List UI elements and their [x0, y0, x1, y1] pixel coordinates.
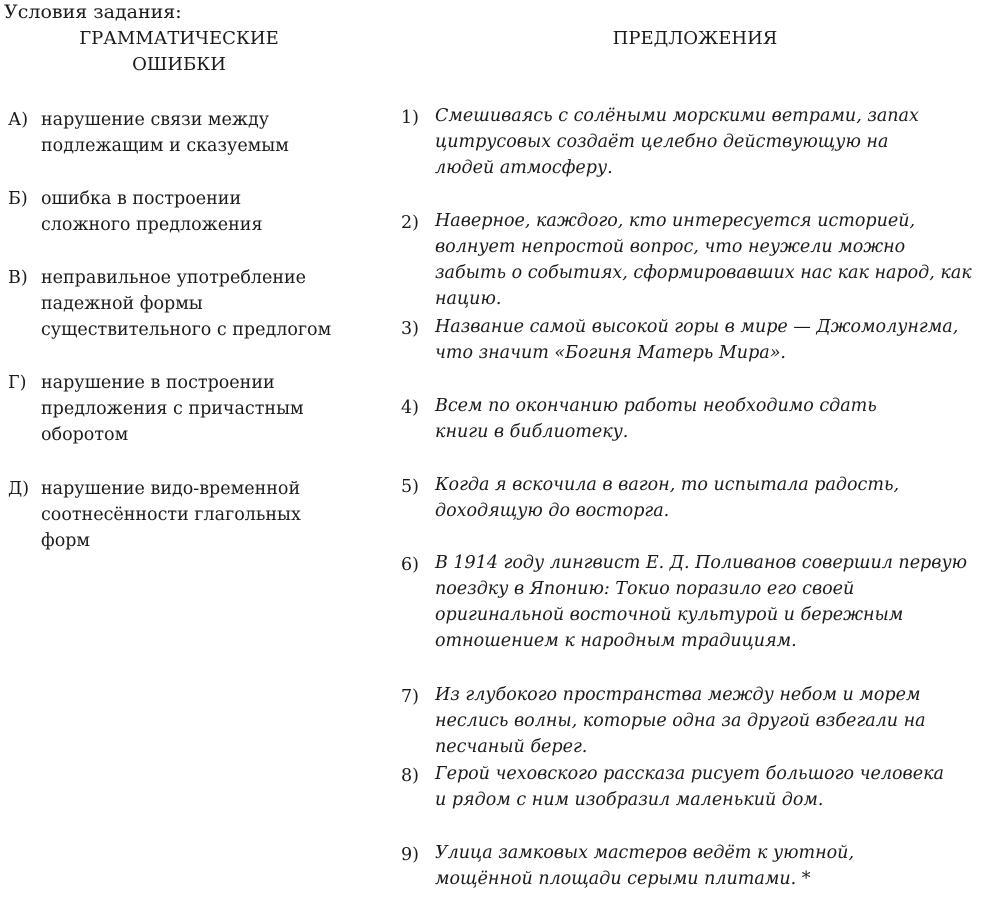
sentence-item-9: [401, 840, 984, 892]
sentence-text: Из глубокого пространства между небом и морем неслись волны, которые одна за другой взбегали на песчаный берег.: [435, 685, 926, 757]
sentence-marker: 2): [401, 213, 419, 233]
sentence-text: Наверное, каждого, кто интересуется историей, волнует непростой вопрос, что неужели можно забыть о событиях, сформировавших нас как народ, как нацию.: [435, 211, 972, 309]
error-item-v: [8, 265, 368, 343]
error-item-d: [8, 476, 368, 554]
sentence-marker: 7): [401, 687, 419, 707]
sentence-text: Когда я вскочила в вагон, то испытала радость, доходящую до восторга.: [435, 475, 900, 521]
sentence-marker: 9): [401, 845, 419, 865]
sentence-text: В 1914 году лингвист Е. Д. Поливанов совершил первую поездку в Японию: Токио поразило его своей оригинальной восточной культурой и бережным отношением к народным традициям.: [435, 553, 968, 651]
sentence-marker: 8): [401, 766, 419, 786]
error-text: неправильное употребление падежной формы существительного с предлогом: [41, 268, 332, 340]
sentence-text: Герой чеховского рассказа рисует большого человека и рядом с ним изобразил маленький дом.: [435, 764, 944, 810]
sentence-marker: 4): [401, 398, 419, 418]
sentence-item-8: [401, 761, 984, 813]
sentence-item-4: [401, 393, 984, 445]
sentence-text: Название самой высокой горы в мире — Джомолунгма, что значит «Богиня Матерь Мира».: [435, 317, 959, 363]
sentence-text: Улица замковых мастеров ведёт к уютной, мощённой площади серыми плитами. *: [435, 843, 855, 889]
sentence-marker: 5): [401, 477, 419, 497]
error-text: нарушение связи между подлежащим и сказуемым: [41, 110, 289, 156]
error-text: нарушение в построении предложения с причастным оборотом: [41, 373, 304, 445]
sentence-text: Всем по окончанию работы необходимо сдать книги в библиотеку.: [435, 396, 877, 442]
sentence-item-7: [401, 682, 984, 760]
error-marker: Б): [8, 189, 28, 209]
sentence-text: Смешиваясь с солёными морскими ветрами, запах цитрусовых создаёт целебно действующую на людей атмосферу.: [435, 106, 919, 178]
task-title: Условия задания:: [4, 1, 182, 23]
error-text: ошибка в построении сложного предложения: [41, 189, 263, 235]
sentence-item-6: [401, 550, 984, 654]
error-marker: Д): [8, 479, 30, 499]
error-item-a: [8, 107, 368, 159]
error-item-g: [8, 370, 368, 448]
sentence-item-3: [401, 314, 984, 366]
errors-column-header: ГРАММАТИЧЕСКИЕ ОШИБКИ: [79, 28, 279, 75]
sentence-item-2: [401, 208, 984, 312]
error-text: нарушение видо-временной соотнесённости глагольных форм: [41, 479, 301, 551]
error-marker: Г): [8, 373, 27, 393]
error-item-b: [8, 186, 368, 238]
sentence-item-1: [401, 103, 984, 181]
sentence-marker: 1): [401, 108, 419, 128]
error-marker: В): [8, 268, 28, 288]
error-marker: А): [8, 110, 29, 130]
sentence-marker: 3): [401, 319, 419, 339]
sentence-item-5: [401, 472, 984, 524]
sentences-column-header: ПРЕДЛОЖЕНИЯ: [612, 28, 778, 49]
sentence-marker: 6): [401, 555, 419, 575]
